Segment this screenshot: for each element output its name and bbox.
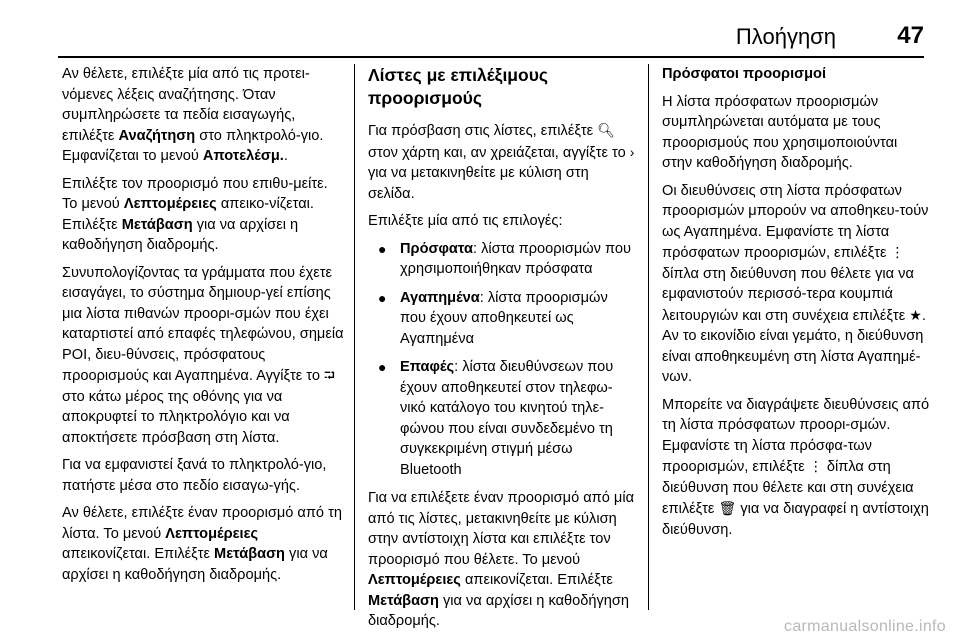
paragraph: Αν θέλετε, επιλέξτε μία από τις προτει-νόμενες λέξεις αναζήτησης. Όταν συμπληρώσετε τα πεδία εισαγωγής, επιλέξτε Αναζήτηση στο πληκτρολό-γιο. Εμφανίζεται το μενού Αποτελέσμ.. <box>62 66 324 164</box>
column-1 <box>62 64 344 592</box>
bullet: ● <box>378 359 387 375</box>
paragraph: Για να εμφανιστεί ξανά το πληκτρολό-γιο, πατήστε μέσα στο πεδίο εισαγω-γής. <box>62 457 327 494</box>
go-term: Μετάβαση <box>368 592 439 609</box>
page-number: 47 <box>897 22 924 49</box>
options-list <box>368 239 636 481</box>
section-heading: Πρόσφατοι προορισμοί <box>662 66 827 82</box>
page-title: Πλοήγηση <box>735 24 836 49</box>
page-header <box>58 0 924 58</box>
paragraph: Επιλέξτε μία από τις επιλογές: <box>368 213 563 229</box>
column-divider <box>354 64 355 610</box>
go-term: Μετάβαση <box>121 216 193 233</box>
trash-icon: 🗑︎ <box>718 500 737 516</box>
search-term: Αναζήτηση <box>118 127 196 144</box>
go-term: Μετάβαση <box>214 546 285 562</box>
more-options-icon: ⋮ <box>808 458 823 474</box>
list-item: ● Πρόσφατα: λίστα προορισμών που χρησιμοποιήθηκαν πρόσφατα <box>378 240 631 277</box>
paragraph: Αν θέλετε, επιλέξτε έναν προορισμό από τη λίστα. Το μενού Λεπτομέρειες απεικονίζεται. Επιλέξτε Μετάβαση για να αρχίσει η καθοδήγηση διαδρομής. <box>62 505 342 583</box>
hide-keyboard-icon: ⮒ <box>324 367 335 383</box>
header-rule <box>58 56 924 58</box>
details-term: Λεπτομέρειες <box>165 525 259 542</box>
paragraph: Για να επιλέξετε έναν προορισμό από μία από τις λίστες, μετακινηθείτε με κύλιση στην αντίστοιχη λίστα και επιλέξτε τον προορισμό που θέλετε. Το μενού Λεπτομέρειες απεικονίζεται. Επιλέξτε Μετάβαση για να αρχίσει η καθοδήγηση διαδρομής. <box>368 490 635 629</box>
paragraph: Μπορείτε να διαγράψετε διευθύνσεις από τη λίστα πρόσφατων προορι-σμών. Εμφανίστε τη λίστα πρόσφα-των προορισμών, επιλέξτε ⋮ δίπλα στη διεύθυνση που θέλετε και στη συνέχεια επιλέξτε 🗑︎ για να διαγραφεί η αντίστοιχη διεύθυνση. <box>662 396 930 538</box>
details-term: Λεπτομέρειες <box>123 196 217 212</box>
list-item: ● Αγαπημένα: λίστα προορισμών που έχουν αποθηκευτεί ως Αγαπημένα <box>378 289 608 347</box>
column-2 <box>368 64 636 639</box>
list-item: ● Επαφές: λίστα διευθύνσεων που έχουν αποθηκευτεί στον τηλεφω-νικό κατάλογο του κινητού τηλε-φώνου που είναι συνδεδεμένο τη συγκεκριμένη στιγμή μέσω Bluetooth <box>378 359 614 478</box>
watermark: carmanualsonline.info <box>784 618 946 635</box>
more-options-icon: ⋮ <box>890 244 905 260</box>
section-heading: Λίστες με επιλέξιμους προορισμούς <box>368 65 548 108</box>
details-term: Λεπτομέρειες <box>368 572 461 588</box>
bullet: ● <box>378 240 387 257</box>
star-icon: ★ <box>909 306 922 323</box>
results-term: Αποτελέσμ. <box>202 148 284 164</box>
search-icon: 🔍︎ <box>597 122 615 138</box>
paragraph: Επιλέξτε τον προορισμό που επιθυ-μείτε. Το μενού Λεπτομέρειες απεικο-νίζεται. Επιλέξτε Μετάβαση για να αρχίσει η καθοδήγηση διαδρομής. <box>62 175 328 253</box>
paragraph: Η λίστα πρόσφατων προορισμών συμπληρώνεται αυτόματα με τους προορισμούς που χρησιμοποιούνται στην καθοδήγηση διαδρομής. <box>662 93 898 171</box>
paragraph: Για πρόσβαση στις λίστες, επιλέξτε 🔍︎ στον χάρτη και, αν χρειάζεται, αγγίξτε το › για να μετακινηθείτε με κύλιση στη σελίδα. <box>368 122 635 202</box>
chevron-right-icon: › <box>629 143 635 160</box>
paragraph: Οι διευθύνσεις στη λίστα πρόσφατων προορισμών μπορούν να αποθηκευ-τούν ως Αγαπημένα. Εμφανίστε τη λίστα πρόσφατων προορισμών, επιλέξτε ⋮ δίπλα στη διεύθυνση που θέλετε για να εμφανιστούν περισσό-τερα κουμπιά λειτουργιών και στη συνέχεια επιλέξτε ★. Αν το εικονίδιο είναι γεμάτο, η διεύθυνση είναι αποθηκευμένη στη λίστα Αγαπημέ-νων. <box>662 182 929 385</box>
column-3 <box>662 64 930 547</box>
bullet: ● <box>378 289 387 306</box>
paragraph: Συνυπολογίζοντας τα γράμματα που έχετε εισαγάγει, το σύστημα δημιουρ-γεί επίσης μια λίστα πιθανών προορι-σμών που έχει καταρτιστεί από επαφές τηλεφώνου, σημεία POI, διευ-θύνσεις, πρόσφατους προορισμούς και Αγαπημένα. Αγγίξτε το ⮒ στο κάτω μέρος της οθόνης για να αποκρυφτεί το πληκτρολόγιο και να αποκτήσετε πρόσβαση στη λίστα. <box>62 264 344 446</box>
column-divider <box>648 64 649 610</box>
